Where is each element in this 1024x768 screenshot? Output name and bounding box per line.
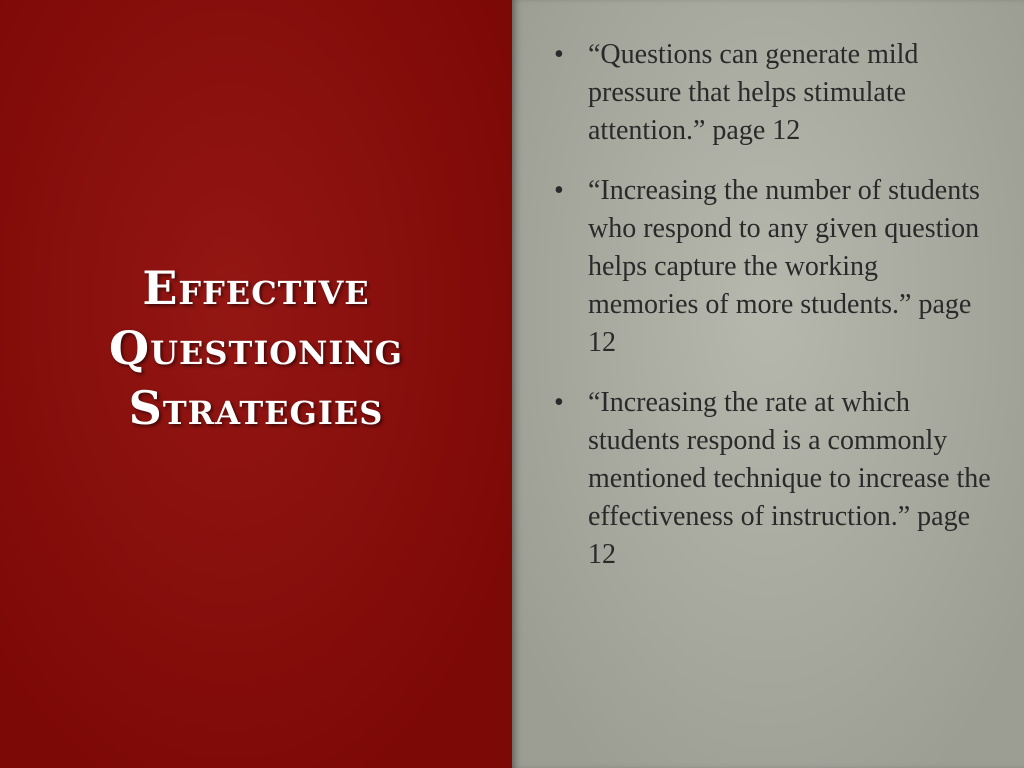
bullet-list [548,36,994,596]
bullet-dot-icon: • [554,175,564,206]
bullet-text: “Questions can generate mild pressure that helps stimulate attention.” page 12 [588,39,919,146]
bullet-text: “Increasing the rate at which students respond is a commonly mentioned technique to increase the effectiveness of instruction.” page 12 [588,387,991,570]
bullet-item [548,172,994,362]
bullet-text: “Increasing the number of students who respond to any given question helps capture the working memories of more students.” page 12 [588,175,980,358]
bullet-dot-icon: • [554,387,564,418]
bullet-dot-icon: • [554,39,564,70]
slide-title [40,258,472,438]
title-line-3: Strategies [128,381,384,435]
title-line-1: Effective [142,261,370,315]
bullet-item [548,384,994,574]
bullet-item [548,36,994,150]
title-line-2: Questioning [109,321,403,375]
